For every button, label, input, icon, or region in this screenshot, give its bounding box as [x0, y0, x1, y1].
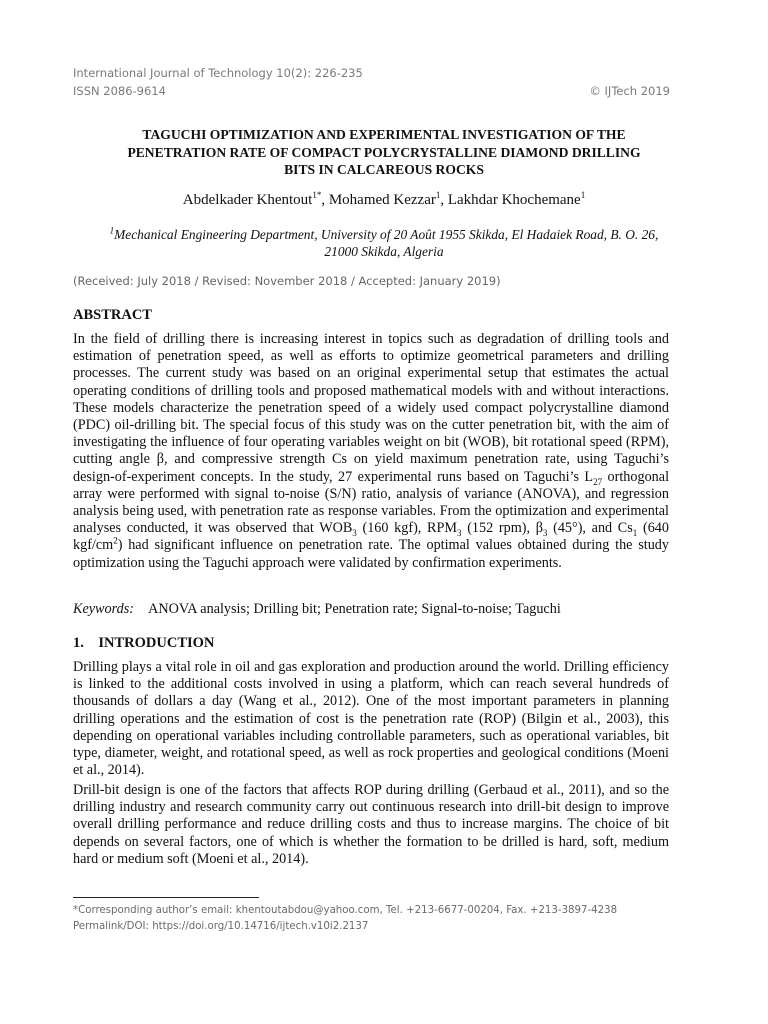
- abstract-text: In the field of drilling there is increasing interest in topics such as degradation of drilling tools and estimation of penetration speed, as well as efforts to optimize geometrical parameters and drilling processes. The current study was based on an original experimental setup that estimates the actual operating conditions of drilling tools and proposed mathematical models with and without interactions. These models characterize the penetration speed of a widely used compact polycrystalline diamond (PDC) oil-drilling bit. The special focus of this study was on the cutter penetration bit, with the aim of investigating the influence of four operating variables weight on bit (WOB), bit rotational speed (RPM), cutting angle β, and compressive strength Cs on yield maximum penetration rate, using Taguchi’s design-of-experiment concepts. In the study, 27 experimental runs based on Taguchi’s $L_{27}$ orthogonal array were performed with signal to-noise (S/N) ratio, analysis of variance (ANOVA), and regression analysis being used, with penetration rate as response variables. From the optimization and experimental analyses conducted, it was observed that $WOB_3$ (160 kgf), $RPM_3$ (152 rpm), $\beta_3$ (45°), and $Cs_1$ (640 kgf/$cm^2$) had significant influence on penetration rate. The optimal values obtained during the study optimization using the Taguchi approach were validated by confirmation experiments.: [73, 331, 670, 571]
- author-list: [60, 192, 708, 209]
- corresponding-author-footnote: *Corresponding author’s email: khentoutabdou@yahoo.com, Tel. +213-6677-00204, Fax. +213-3897-4238: [73, 905, 618, 916]
- section-title: INTRODUCTION: [98, 635, 215, 651]
- keywords: [73, 601, 561, 618]
- author-2: , Mohamed Kezzar: [321, 192, 436, 208]
- title-line-3: BITS IN CALCAREOUS ROCKS: [284, 162, 484, 177]
- doi-footnote: Permalink/DOI: https://doi.org/10.14716/ijtech.v10i2.2137: [73, 921, 369, 932]
- copyright: © IJTech 2019: [589, 84, 670, 98]
- keywords-text: ANOVA analysis; Drilling bit; Penetration rate; Signal-to-noise; Taguchi: [148, 601, 561, 617]
- title-line-2: PENETRATION RATE OF COMPACT POLYCRYSTALLINE DIAMOND DRILLING: [127, 144, 641, 160]
- author-1-affil: 1*: [312, 190, 322, 200]
- affiliation-line-2: 21000 Skikda, Algeria: [324, 244, 444, 259]
- title-line-1: TAGUCHI OPTIMIZATION AND EXPERIMENTAL INVESTIGATION OF THE: [142, 127, 626, 142]
- intro-paragraph-2: Drill-bit design is one of the factors that affects ROP during drilling (Gerbaud et al., 2011), and so the drilling industry and research community carry out continuous research into drill-bit design to improve overall drilling performance and reduce drilling costs and thus to increase margins. The choice of bit depends on several factors, one of which is whether the formation to be drilled is hard, soft, medium hard or medium soft (Moeni et al., 2014).: [73, 782, 669, 867]
- affiliation: [70, 226, 698, 260]
- introduction-heading: [73, 635, 214, 652]
- author-3: , Lakhdar Khochemane: [440, 192, 581, 208]
- paper-title: [60, 126, 708, 179]
- section-number: 1.: [73, 635, 84, 651]
- footnote-divider: [73, 897, 259, 898]
- affiliation-line-1: Mechanical Engineering Department, University of 20 Août 1955 Skikda, El Hadaiek Road, B. O. 26,: [114, 227, 659, 242]
- submission-dates: (Received: July 2018 / Revised: November 2018 / Accepted: January 2019): [73, 274, 501, 288]
- affiliation-marker: 1: [109, 225, 115, 236]
- intro-paragraph-1: Drilling plays a vital role in oil and gas exploration and production around the world. Drilling efficiency is linked to the additional costs involved in using a platform, which can reach several hundreds of thousands of dollars a day (Wang et al., 2012). One of the most important parameters in planning drilling operations and the estimation of cost is the penetration rate (ROP) (Bilgin et al., 2003), this depending on operational variables including controllable parameters, such as operational variables, bit type, diameter, weight, and rotational speed, as well as rock properties and geological conditions (Moeni et al., 2014).: [73, 659, 669, 779]
- author-3-affil: 1: [580, 190, 586, 200]
- author-2-affil: 1: [435, 190, 441, 200]
- abstract-heading: ABSTRACT: [73, 307, 152, 323]
- keywords-label: Keywords:: [73, 601, 134, 617]
- author-1: Abdelkader Khentout: [182, 192, 313, 208]
- issn: ISSN 2086-9614: [73, 84, 166, 98]
- journal-citation: International Journal of Technology 10(2): 226-235: [73, 66, 363, 80]
